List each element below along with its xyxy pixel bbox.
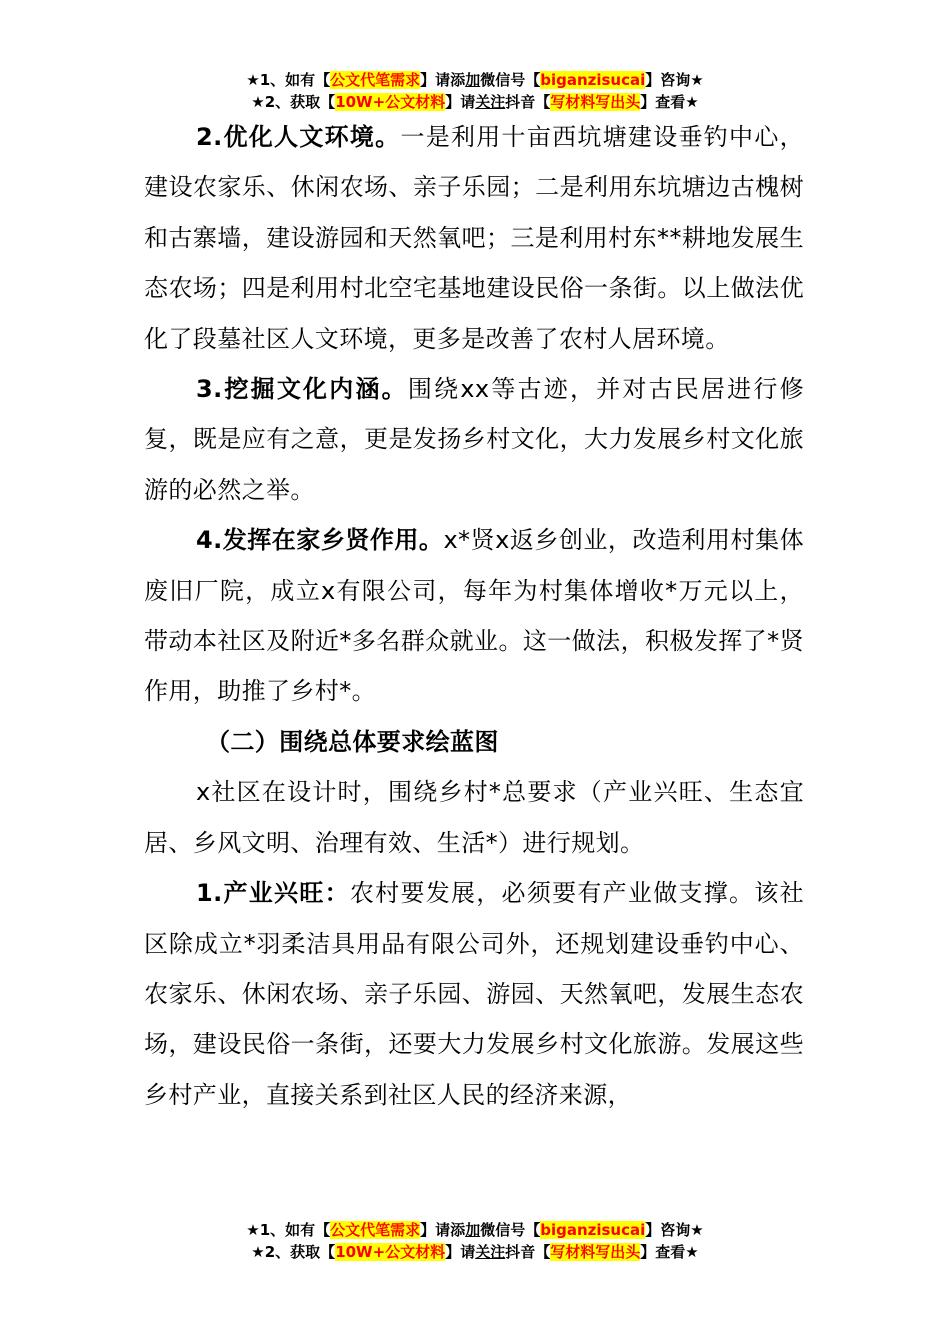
paragraph-lead: 3.挖掘文化内涵。 [196,375,408,404]
paragraph-text: 一是利用十亩西坑塘建设垂钓中心，建设农家乐、休闲农场、亲子乐园；二是利用东坑塘边古槐树和古寨墙，建设游园和天然氧吧；三是利用村东**耕地发展生态农场；四是利用村北空宅基地建设民俗一条街。以上做法优化了段墓社区人文环境，更多是改善了农村人居环境。 [144,123,804,353]
promo-banner-bottom [0,1219,950,1263]
highlight-service: 公文代笔需求 [330,1221,421,1239]
section-heading: （二）围绕总体要求绘蓝图 [206,727,499,756]
paragraph-sages [144,515,804,717]
highlight-wechat-id: biganzisucai [540,71,646,89]
highlight-service: 公文代笔需求 [330,71,421,89]
paragraph-lead: 1.产业兴旺： [196,879,350,908]
promo-banner-top [0,69,950,113]
paragraph-culture [144,364,804,515]
paragraph-lead: 2.优化人文环境。 [196,123,401,151]
paragraph-industry [144,868,804,1120]
promo-line-1: ★1、如有【公文代笔需求】请添加微信号【biganzisucai】咨询★ [246,71,704,89]
promo-line-2: ★2、获取【10W+公文材料】请关注抖音【写材料写出头】查看★ [251,1243,699,1261]
highlight-materials: 10W+公文材料 [335,1243,446,1261]
highlight-wechat-id: biganzisucai [540,1221,646,1239]
document-body [144,112,804,1120]
paragraph-text: x*贤x返乡创业，改造利用村集体废旧厂院，成立x有限公司，每年为村集体增收*万元以上，带动本社区及附近*多名群众就业。这一做法，积极发挥了*贤作用，助推了乡村*。 [144,526,804,706]
promo-line-2: ★2、获取【10W+公文材料】请关注抖音【写材料写出头】查看★ [251,93,699,111]
paragraph-planning [144,767,804,868]
promo-line-1: ★1、如有【公文代笔需求】请添加微信号【biganzisucai】咨询★ [246,1221,704,1239]
paragraph-text: 农村要发展，必须要有产业做支撑。该社区除成立*羽柔洁具用品有限公司外，还规划建设垂钓中心、农家乐、休闲农场、亲子乐园、游园、天然氧吧，发展生态农场，建设民俗一条街，还要大力发展乡村文化旅游。发展这些乡村产业，直接关系到社区人民的经济来源， [144,879,804,1109]
paragraph-text: 围绕xx等古迹，并对古民居进行修复，既是应有之意，更是发扬乡村文化，大力发展乡村文化旅游的必然之举。 [144,375,805,504]
paragraph-optimize-environment [144,112,804,364]
paragraph-text: x社区在设计时，围绕乡村*总要求（产业兴旺、生态宜居、乡风文明、治理有效、生活*）进行规划。 [144,778,804,857]
highlight-douyin-account: 写材料写出头 [550,93,641,111]
highlight-douyin-account: 写材料写出头 [550,1243,641,1261]
highlight-materials: 10W+公文材料 [335,93,446,111]
paragraph-lead: 4.发挥在家乡贤作用。 [196,526,444,555]
